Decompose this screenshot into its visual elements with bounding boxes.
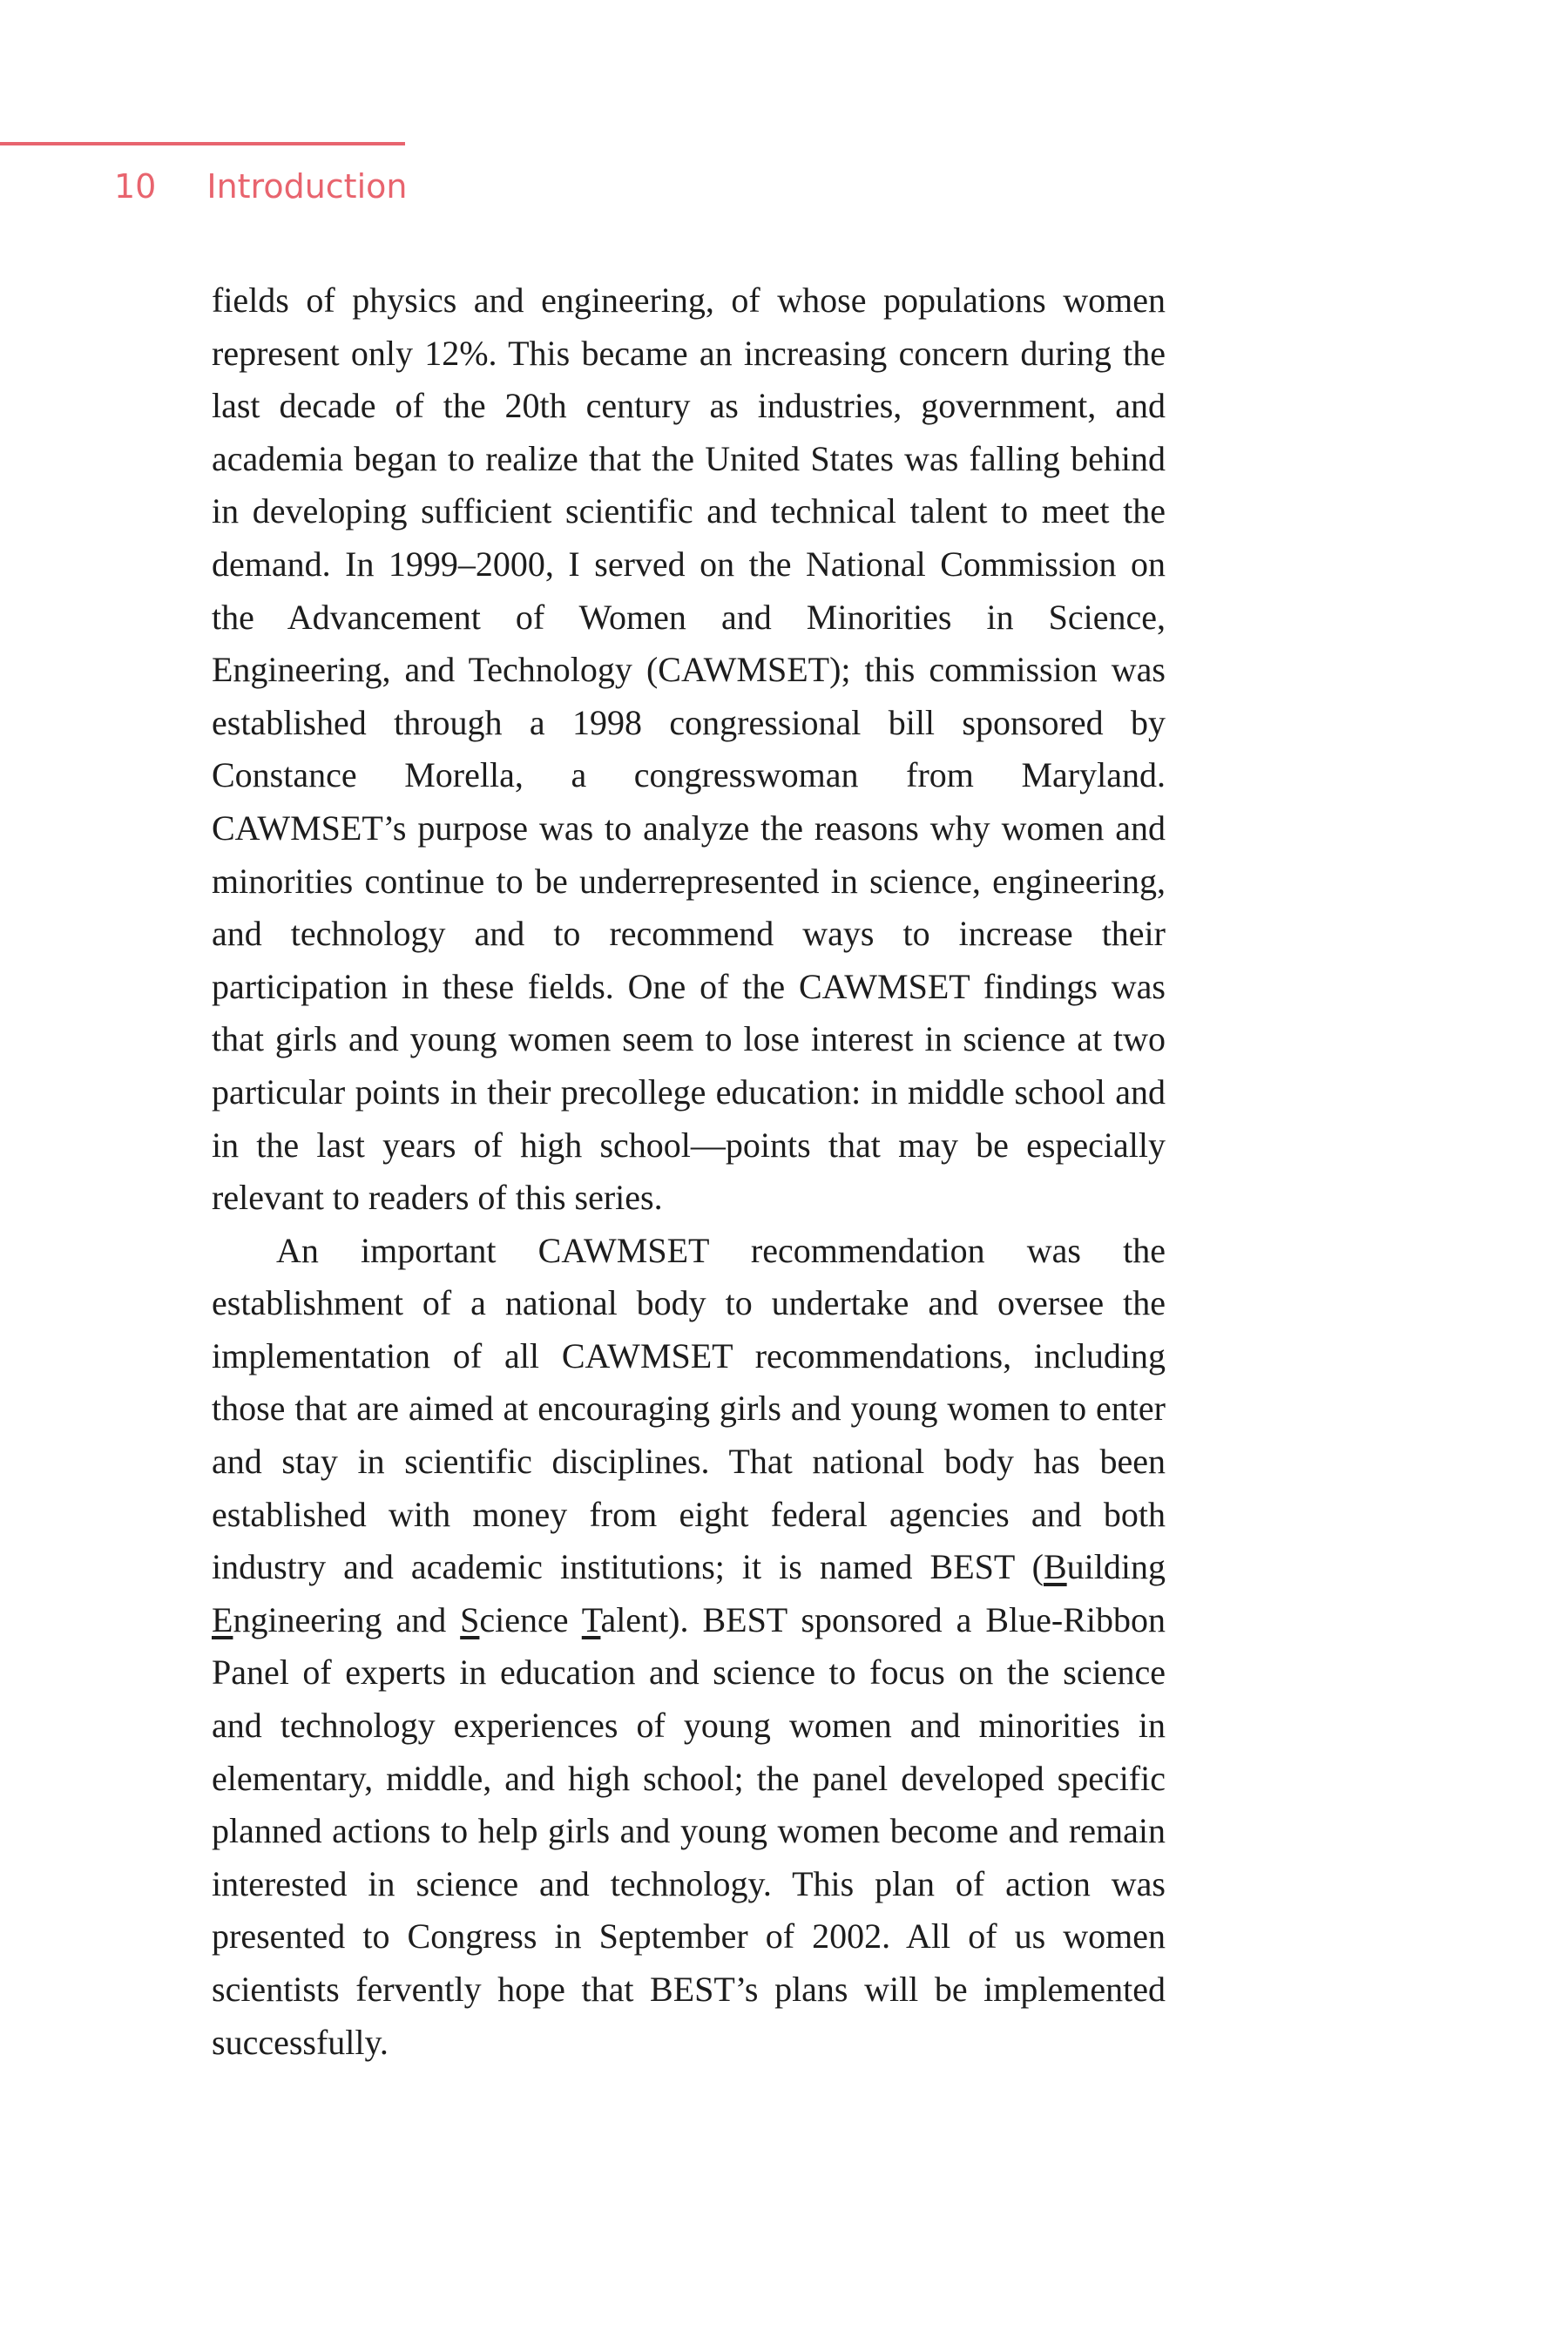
acronym-e: E bbox=[212, 1599, 233, 1639]
acronym-s-rest: cience bbox=[479, 1599, 582, 1639]
header-rule bbox=[0, 142, 405, 145]
paragraph-1: fields of physics and engineering, of whose populations women represent only 12%. This became an increasing concern during the last decade of the 20th century as industries, government, and academia began to realize that the United States was falling behind in developing sufficient scientific and technical talent to meet the demand. In 1999–2000, I served on the National Commission on the Advancement of Women and Minorities in Science, Engineering, and Technology (CAWMSET); this commission was established through a 1998 congressional bill sponsored by Constance Morella, a congresswoman from Maryland. CAWMSET’s purpose was to analyze the reasons why women and minorities continue to be underrepresented in science, engineering, and technology and to recommend ways to increase their participation in these fields. One of the CAWMSET findings was that girls and young women seem to lose interest in science at two particular points in their precollege education: in middle school and in the last years of high school—points that may be especially relevant to readers of this series. bbox=[212, 280, 1166, 1218]
acronym-s: S bbox=[460, 1599, 480, 1639]
chapter-title: Introduction bbox=[206, 167, 408, 206]
paragraph-2-after: ). BEST sponsored a Blue-Ribbon Panel of experts in education and science to focus on the science and technology experiences of young women and minorities in elementary, middle, and high school; the panel developed specific planned actions to help girls and young women become and remain interested in science and technology. This plan of action was presented to Congress in September of 2002. All of us women scientists fervently hope that BEST’s plans will be implemented successfully. bbox=[212, 1599, 1166, 2062]
body-text bbox=[212, 274, 1166, 2069]
acronym-b-rest: uilding bbox=[1066, 1547, 1166, 1587]
acronym-t: T bbox=[581, 1599, 601, 1639]
paragraph-2 bbox=[212, 1225, 1166, 2070]
acronym-b: B bbox=[1043, 1547, 1067, 1587]
acronym-e-rest: ngineering and bbox=[233, 1599, 461, 1639]
page-number: 10 bbox=[114, 167, 157, 206]
running-head bbox=[114, 167, 408, 206]
acronym-t-rest: alent bbox=[600, 1599, 669, 1639]
paragraph-2-before: An important CAWMSET recommendation was the establishment of a national body to undertake and oversee the implementation of all CAWMSET recommendations, including those that are aimed at encouraging girls and young women to enter and stay in scientific disciplines. That national body has been established with money from eight federal agencies and both industry and academic institutions; it is named BEST ( bbox=[212, 1230, 1166, 1587]
